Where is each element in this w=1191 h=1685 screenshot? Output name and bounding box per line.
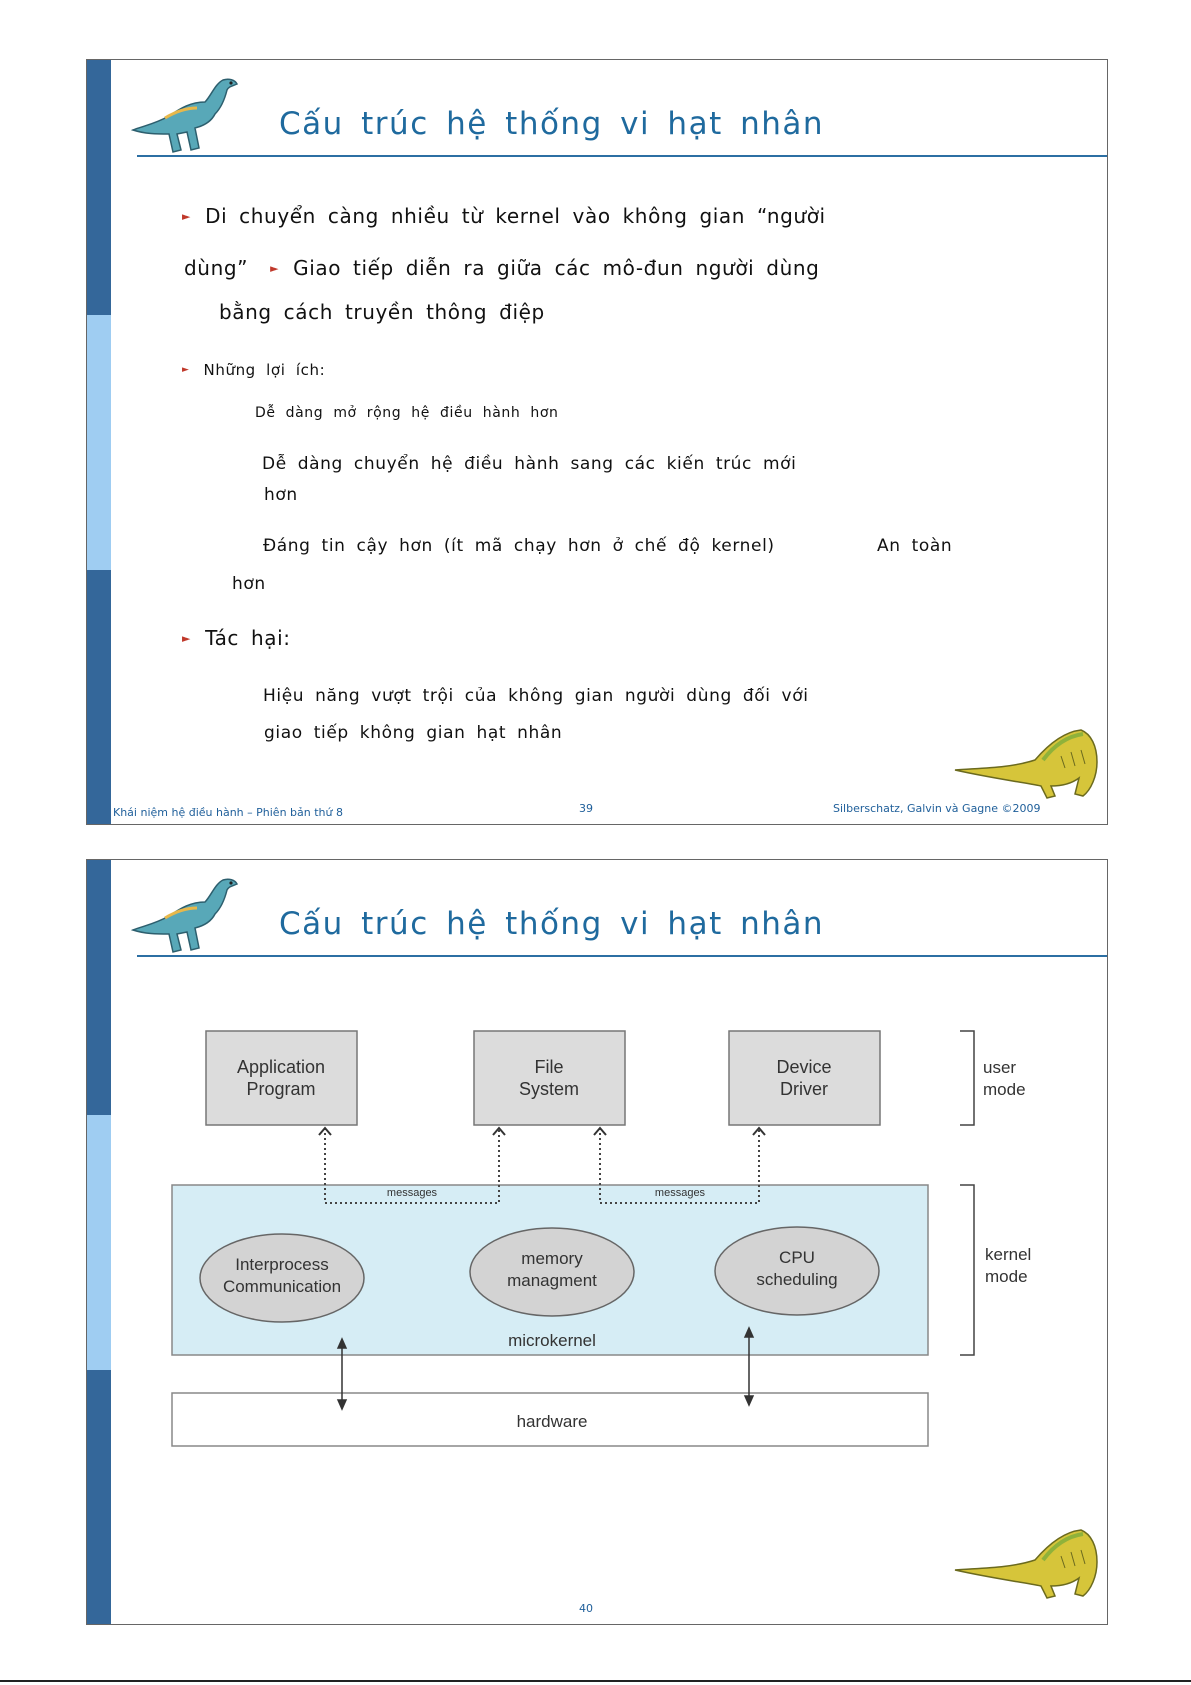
app-label-1: Application: [236, 1057, 326, 1077]
cpu-label-2: scheduling: [756, 1270, 838, 1289]
dinosaur-icon: [951, 1516, 1101, 1600]
footer-right: Silberschatz, Galvin và Gagne ©2009: [833, 802, 1041, 815]
ipc-label-1: Interprocess: [235, 1255, 329, 1274]
slide-sidebar: [87, 60, 111, 824]
device-driver-box: [729, 1031, 880, 1125]
benefit-3-cont: hơn: [232, 574, 266, 594]
app-label-2: Program: [246, 1079, 316, 1099]
page-bottom-rule: [0, 1680, 1191, 1682]
user-mode-label-1: user: [983, 1058, 1017, 1077]
bullet-text: Di chuyển càng nhiều từ kernel vào không gian “người: [205, 204, 826, 228]
dev-label-2: Driver: [780, 1079, 828, 1099]
drawbacks-heading: [182, 626, 291, 650]
benefit-3-extra: An toàn: [877, 536, 953, 556]
bullet-marker-icon: ►: [182, 210, 192, 223]
dinosaur-icon: [125, 68, 245, 158]
benefits-label: Những lợi ích:: [203, 361, 326, 379]
dinosaur-icon: [951, 716, 1101, 800]
hardware-label: hardware: [516, 1412, 588, 1431]
slide-40: [86, 859, 1108, 1625]
microkernel-label: microkernel: [508, 1331, 596, 1350]
fs-label-2: System: [518, 1079, 580, 1099]
kernel-mode-label-1: kernel: [985, 1245, 1032, 1264]
message-arrowheads: [319, 1128, 765, 1135]
drawback-1: Hiệu năng vượt trội của không gian người dùng đối với: [263, 686, 809, 706]
title-underline: [137, 155, 1108, 157]
user-mode-label-2: mode: [983, 1080, 1026, 1099]
dev-label-1: Device: [776, 1057, 832, 1077]
application-program-box: [206, 1031, 357, 1125]
slide-title: Cấu trúc hệ thống vi hạt nhân: [279, 906, 825, 942]
file-system-box: [474, 1031, 625, 1125]
bullet-line-2: [184, 256, 819, 280]
mem-label-2: managment: [507, 1271, 597, 1290]
drawback-1-cont: giao tiếp không gian hạt nhân: [264, 723, 563, 743]
fs-label-1: File: [534, 1057, 564, 1077]
bullet-text: Giao tiếp diễn ra giữa các mô-đun người dùng: [293, 256, 820, 280]
cpu-label-1: CPU: [779, 1248, 815, 1267]
benefit-3: Đáng tin cậy hơn (ít mã chạy hơn ở chế độ kernel): [263, 536, 775, 556]
messages-left-label: messages: [386, 1187, 438, 1199]
benefit-2-cont: hơn: [264, 485, 298, 505]
bullet-line-3: bằng cách truyền thông điệp: [219, 300, 545, 324]
benefits-heading: [182, 361, 325, 379]
benefit-1: Dễ dàng mở rộng hệ điều hành hơn: [255, 405, 559, 421]
mem-label-1: memory: [521, 1249, 583, 1268]
messages-right-label: messages: [654, 1187, 706, 1199]
bullet-marker-icon: ►: [270, 262, 280, 275]
microkernel-diagram: [87, 860, 1107, 1624]
slide-title: Cấu trúc hệ thống vi hạt nhân: [279, 106, 825, 142]
mode-brackets: [960, 1031, 974, 1355]
ipc-label-2: Communication: [222, 1277, 342, 1296]
bullet-line-1: [182, 204, 826, 228]
slide-39: [86, 59, 1108, 825]
bullet-marker-icon: ►: [182, 365, 190, 375]
page-number: 40: [579, 1602, 593, 1615]
drawbacks-label: Tác hại:: [205, 626, 291, 650]
bullet-marker-icon: ►: [182, 632, 192, 645]
footer-left: Khái niệm hệ điều hành – Phiên bản thứ 8: [113, 806, 343, 819]
benefit-2: Dễ dàng chuyển hệ điều hành sang các kiến trúc mới: [262, 454, 797, 474]
kernel-mode-label-2: mode: [985, 1267, 1028, 1286]
page-number: 39: [579, 802, 593, 815]
bullet-text: dùng”: [184, 256, 249, 280]
